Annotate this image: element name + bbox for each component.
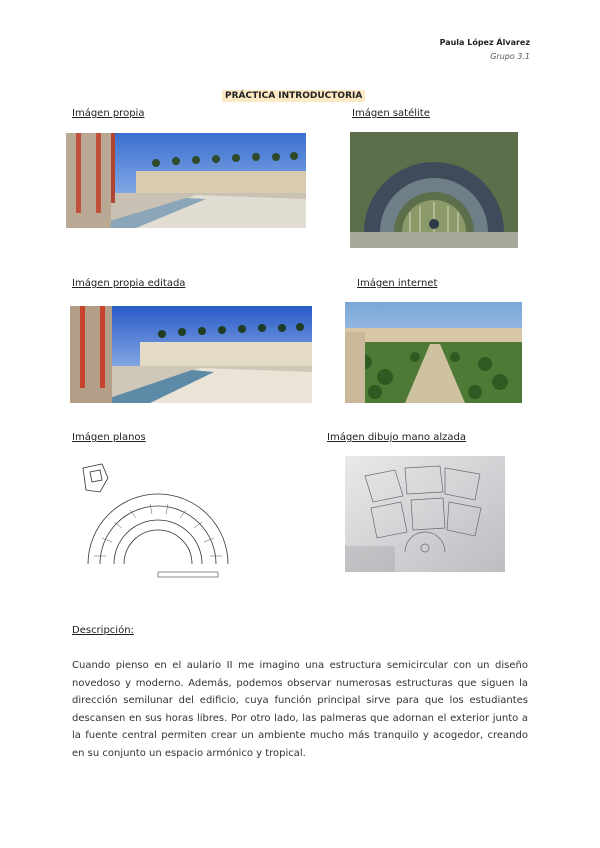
author-name: Paula López Álvarez [439,38,530,47]
label-satellite-image: Imágen satélite [352,108,430,119]
page-title: PRÁCTICA INTRODUCTORIA [222,90,365,102]
label-sketch-image: Imágen dibujo mano alzada [327,432,466,443]
edited-photo [70,306,312,403]
label-internet-image: Imágen internet [357,278,438,289]
description-heading: Descripción: [72,625,134,636]
own-photo [66,133,306,228]
label-edited-image: Imágen propia editada [72,278,186,289]
label-plans-image: Imágen planos [72,432,146,443]
description-body: Cuando pienso en el aulario II me imagino una estructura semicircular con un diseño novedoso y moderno. Además, podemos observar numerosas estructuras que siguen la dirección semilunar del edificio, cuya función principal sirve para que los estudiantes descansen en sus horas libres. Por otro lado, las palmeras que adornan el exterior junto a la fuente central permiten crear un ambiente mucho más tranquilo y acogedor, creando en su conjunto un espacio armónico y tropical. [72,660,528,759]
sketch-photo [345,456,505,572]
internet-photo [345,302,522,403]
label-own-image: Imágen propia [72,108,145,119]
satellite-photo [350,132,518,248]
group-label: Grupo 3.1 [490,52,530,61]
plans-drawing [78,460,238,580]
